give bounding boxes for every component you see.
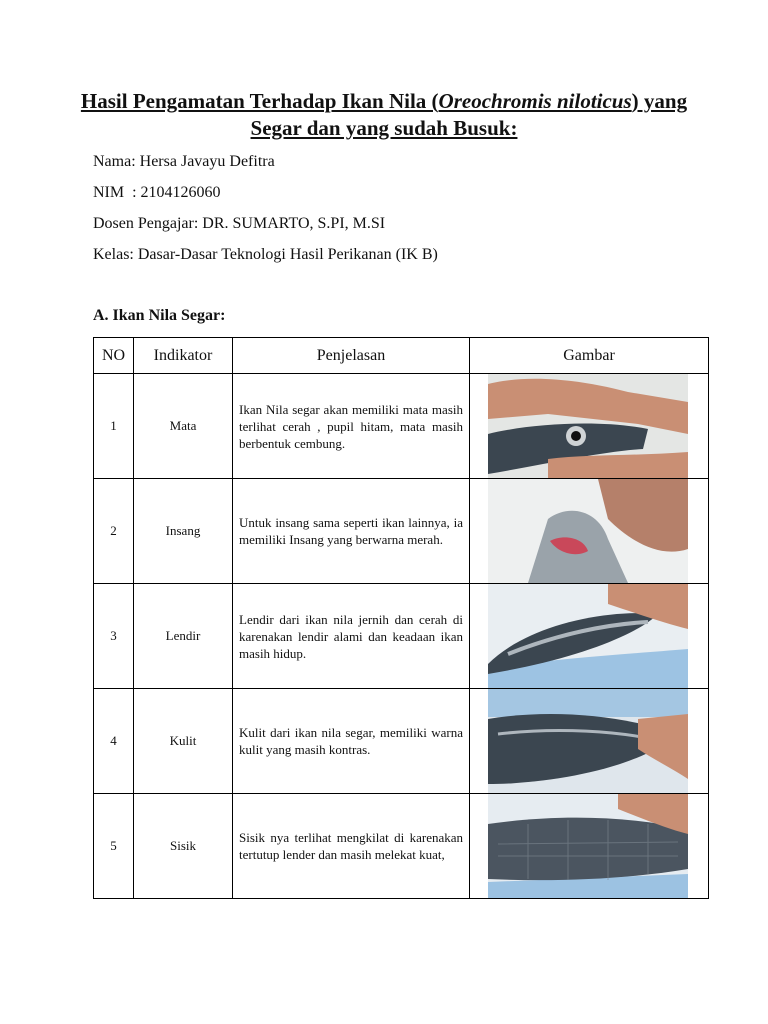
description-cell: Sisik nya terlihat mengkilat di karenakan tertutup lender dan masih melekat kuat, xyxy=(233,794,470,899)
image-cell xyxy=(470,689,709,794)
image-cell xyxy=(470,584,709,689)
indicator-cell: Mata xyxy=(134,374,233,479)
table-header-row xyxy=(94,338,709,374)
fish-gill-photo xyxy=(488,479,688,583)
image-cell xyxy=(470,374,709,479)
header-no: NO xyxy=(94,338,134,374)
row-number: 4 xyxy=(94,689,134,794)
fish-eye-photo xyxy=(488,374,688,478)
fish-skin-photo xyxy=(488,689,688,793)
document-title xyxy=(60,88,708,142)
description-cell: Lendir dari ikan nila jernih dan cerah di karenakan lendir alami dan keadaan ikan masih hidup. xyxy=(233,584,470,689)
table-row xyxy=(94,374,709,479)
table-row xyxy=(94,794,709,899)
description-cell: Ikan Nila segar akan memiliki mata masih terlihat cerah , pupil hitam, mata masih berbentuk cembung. xyxy=(233,374,470,479)
table-row xyxy=(94,584,709,689)
student-nim: NIM : 2104126060 xyxy=(93,184,221,201)
image-cell xyxy=(470,794,709,899)
header-indikator: Indikator xyxy=(134,338,233,374)
image-cell xyxy=(470,479,709,584)
student-name: Nama: Hersa Javayu Defitra xyxy=(93,153,275,170)
class-name: Kelas: Dasar-Dasar Teknologi Hasil Perikanan (IK B) xyxy=(93,246,438,263)
indicator-cell: Insang xyxy=(134,479,233,584)
table-row xyxy=(94,479,709,584)
indicator-cell: Lendir xyxy=(134,584,233,689)
row-number: 2 xyxy=(94,479,134,584)
fish-scale-photo xyxy=(488,794,688,898)
observation-table xyxy=(93,337,709,899)
title-part-2: ) yang Segar dan yang sudah Busuk: xyxy=(250,89,688,140)
row-number: 5 xyxy=(94,794,134,899)
indicator-cell: Kulit xyxy=(134,689,233,794)
species-name: Oreochromis niloticus xyxy=(438,89,632,113)
description-cell: Kulit dari ikan nila segar, memiliki warna kulit yang masih kontras. xyxy=(233,689,470,794)
fish-slime-photo xyxy=(488,584,688,688)
header-gambar: Gambar xyxy=(470,338,709,374)
title-part-1: Hasil Pengamatan Terhadap Ikan Nila ( xyxy=(80,89,439,113)
lecturer: Dosen Pengajar: DR. SUMARTO, S.PI, M.SI xyxy=(93,215,386,232)
section-heading: A. Ikan Nila Segar: xyxy=(93,307,226,324)
indicator-cell: Sisik xyxy=(134,794,233,899)
row-number: 1 xyxy=(94,374,134,479)
table-row xyxy=(94,689,709,794)
row-number: 3 xyxy=(94,584,134,689)
header-penjelasan: Penjelasan xyxy=(233,338,470,374)
description-cell: Untuk insang sama seperti ikan lainnya, ia memiliki Insang yang berwarna merah. xyxy=(233,479,470,584)
